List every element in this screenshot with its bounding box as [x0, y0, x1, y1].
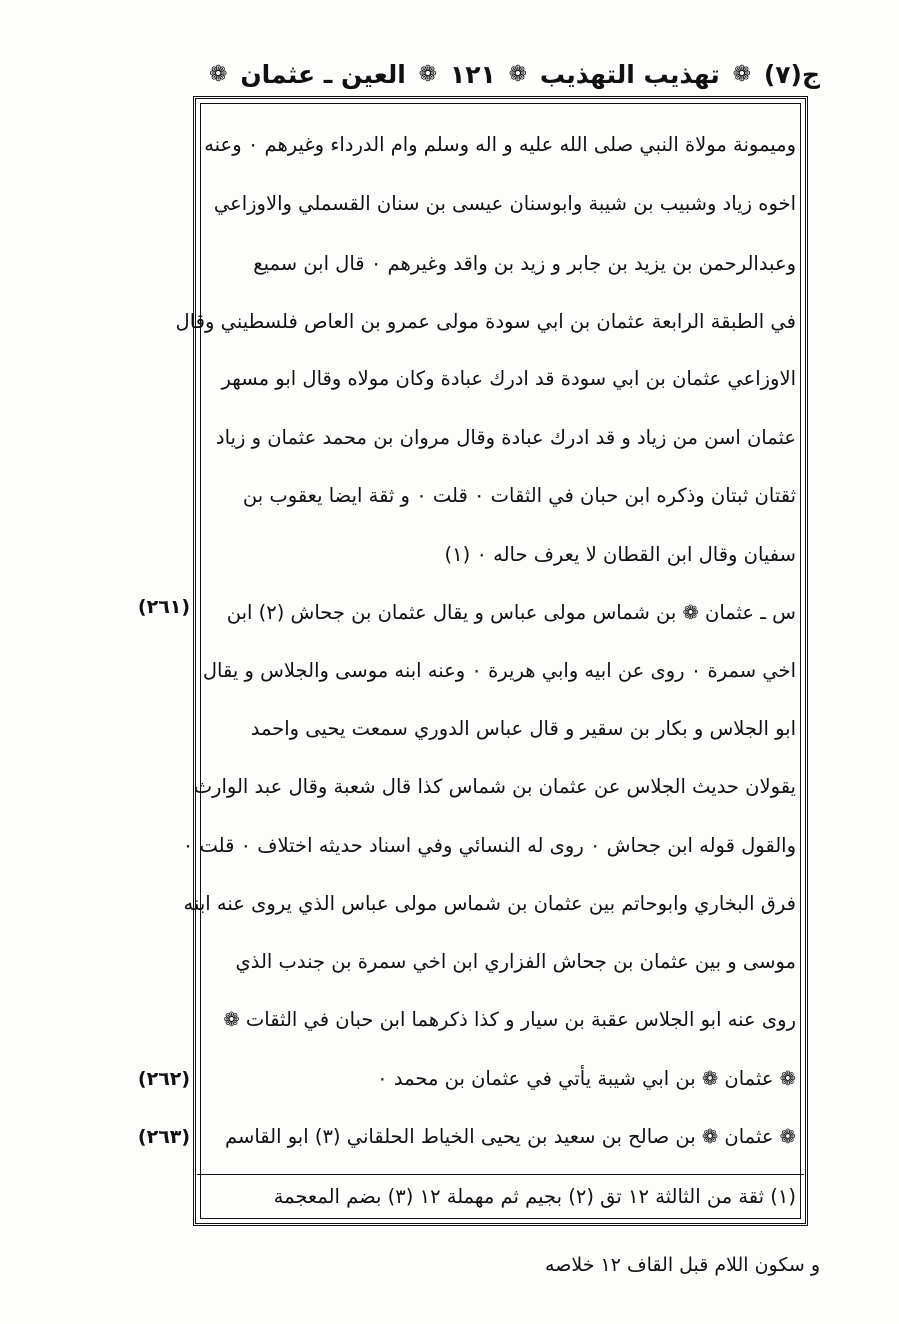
entry-number: (٢٦٣) — [137, 1126, 191, 1148]
body-line: يقولان حديث الجلاس عن عثمان بن شماس كذا قال شعبة وقال عبد الوارث — [193, 775, 796, 798]
footnote-separator — [197, 1174, 804, 1175]
body-line: سفيان وقال ابن القطان لا يعرف حاله ٠ (١) — [444, 543, 796, 566]
body-line: ابو الجلاس و بكار بن سقير و قال عباس الدوري سمعت يحيى واحمد — [250, 717, 796, 740]
entry-number: (٢٦٢) — [137, 1068, 191, 1090]
volume-label: ج(٧) — [763, 59, 820, 89]
body-line: وعبدالرحمن بن يزيد بن جابر و زيد بن واقد وغيرهم ٠ قال ابن سميع — [253, 252, 796, 275]
body-line: اخي سمرة ٠ روى عن ابيه وابي هريرة ٠ وعنه ابنه موسى والجلاس و يقال — [202, 659, 796, 682]
body-line: فرق البخاري وابوحاتم بين عثمان بن شماس مولى عباس الذي يروى عنه ابنه — [183, 892, 796, 915]
footnote-line: (١) ثقة من الثالثة ١٢ تق (٢) بجيم ثم مهملة ١٢ (٣) بضم المعجمة — [273, 1185, 796, 1208]
body-line: الاوزاعي عثمان بن ابي سودة قد ادرك عبادة وكان مولاه وقال ابو مسهر — [221, 367, 796, 390]
body-line: عثمان اسن من زياد و قد ادرك عبادة وقال مروان بن محمد عثمان و زياد — [215, 426, 796, 449]
body-line: في الطبقة الرابعة عثمان بن ابي سودة مولى عمرو بن العاص فلسطيني وقال — [175, 310, 796, 333]
body-line: وميمونة مولاة النبي صلى الله عليه و اله وسلم وام الدرداء وغيرهم ٠ وعنه — [204, 133, 796, 156]
entry-heading-line: ❁ عثمان ❁ بن ابي شيبة يأتي في عثمان بن محمد ٠ — [377, 1067, 796, 1090]
body-line: روى عنه ابو الجلاس عقبة بن سيار و كذا ذكرهما ابن حبان في الثقات ❁ — [223, 1008, 796, 1031]
entry-heading-line: س ـ عثمان ❁ بن شماس مولى عباس و يقال عثمان بن جحاش (٢) ابن — [226, 601, 796, 624]
body-line: ثقتان ثبتان وذكره ابن حبان في الثقات ٠ قلت ٠ و ثقة ايضا يعقوب بن — [242, 484, 796, 507]
ornament-icon: ❁ — [732, 61, 751, 87]
section-title: العين ـ عثمان — [240, 59, 406, 89]
body-line: موسى و بين عثمان بن جحاش الفزاري ابن اخي سمرة بن جندب الذي — [235, 950, 796, 973]
page-number: ١٢١ — [449, 59, 496, 89]
footnote-continuation: و سكون اللام قبل القاف ١٢ خلاصه — [545, 1254, 820, 1276]
book-title: تهذيب التهذيب — [539, 59, 720, 89]
body-line: اخوه زياد وشبيب بن شيبة وابوسنان عيسى بن سنان القسملي والاوزاعي — [213, 192, 796, 215]
ornament-icon: ❁ — [209, 61, 228, 87]
running-header — [205, 52, 820, 96]
body-line: والقول قوله ابن جحاش ٠ روى له النسائي وفي اسناد حديثه اختلاف ٠ قلت ٠ — [182, 834, 796, 857]
ornament-icon: ❁ — [508, 61, 528, 87]
entry-number: (٢٦١) — [137, 596, 191, 618]
ornament-icon: ❁ — [418, 61, 438, 87]
entry-heading-line: ❁ عثمان ❁ بن صالح بن سعيد بن يحيى الخياط الحلقاني (٣) ابو القاسم — [225, 1125, 796, 1148]
